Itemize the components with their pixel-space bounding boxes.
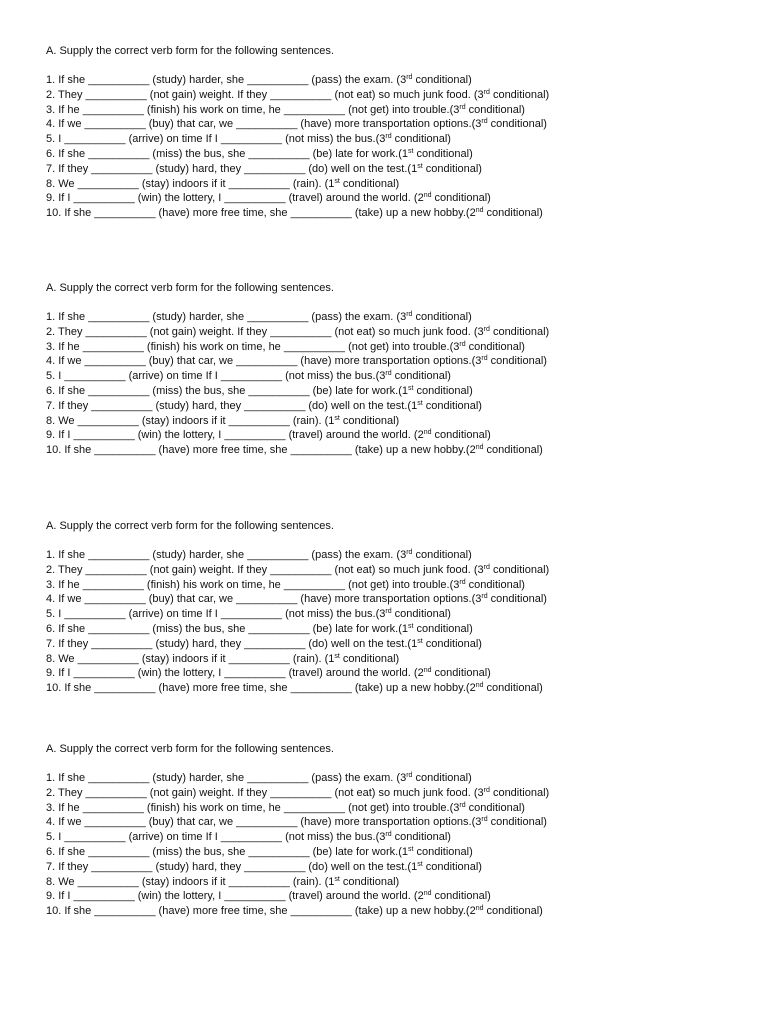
exercise-item-2: 2. They __________ (not gain) weight. If they __________ (not eat) so much junk food. (3rd conditional)	[46, 88, 550, 101]
exercise-items	[46, 73, 726, 221]
exercise-item-4: 4. If we __________ (buy) that car, we __________ (have) more transportation options.(3rd conditional)	[46, 355, 547, 368]
exercise-item-6: 6. If she __________ (miss) the bus, she __________ (be) late for work.(1st conditional)	[46, 622, 473, 635]
exercise-item-1: 1. If she __________ (study) harder, she __________ (pass) the exam. (3rd conditional)	[46, 549, 472, 561]
exercise-item-7: 7. If they __________ (study) hard, they __________ (do) well on the test.(1st conditional)	[46, 637, 482, 650]
exercise-item-3: 3. If he __________ (finish) his work on time, he __________ (not get) into trouble.(3rd conditional)	[46, 103, 525, 116]
exercise-item-4: 4. If we __________ (buy) that car, we __________ (have) more transportation options.(3rd conditional)	[46, 593, 547, 606]
exercise-item-3: 3. If he __________ (finish) his work on time, he __________ (not get) into trouble.(3rd conditional)	[46, 801, 525, 814]
exercise-item-10: 10. If she __________ (have) more free time, she __________ (take) up a new hobby.(2nd conditional)	[46, 207, 543, 220]
exercise-item-4: 4. If we __________ (buy) that car, we __________ (have) more transportation options.(3rd conditional)	[46, 118, 547, 131]
exercise-heading: A. Supply the correct verb form for the following sentences.	[46, 520, 334, 532]
exercise-heading: A. Supply the correct verb form for the following sentences.	[46, 282, 334, 294]
exercise-item-1: 1. If she __________ (study) harder, she __________ (pass) the exam. (3rd conditional)	[46, 311, 472, 323]
exercise-item-2: 2. They __________ (not gain) weight. If they __________ (not eat) so much junk food. (3rd conditional)	[46, 786, 550, 799]
exercise-item-8: 8. We __________ (stay) indoors if it __________ (rain). (1st conditional)	[46, 414, 400, 427]
exercise-item-2: 2. They __________ (not gain) weight. If they __________ (not eat) so much junk food. (3rd conditional)	[46, 563, 550, 576]
exercise-item-5: 5. I __________ (arrive) on time If I __________ (not miss) the bus.(3rd conditional)	[46, 370, 451, 383]
exercise-item-7: 7. If they __________ (study) hard, they __________ (do) well on the test.(1st conditional)	[46, 860, 482, 873]
exercise-section-1	[46, 44, 726, 221]
exercise-item-8: 8. We __________ (stay) indoors if it __________ (rain). (1st conditional)	[46, 177, 400, 190]
exercise-item-9: 9. If I __________ (win) the lottery, I __________ (travel) around the world. (2nd conditional)	[46, 890, 491, 903]
exercise-item-5: 5. I __________ (arrive) on time If I __________ (not miss) the bus.(3rd conditional)	[46, 608, 451, 621]
exercise-section-4	[46, 742, 726, 919]
exercise-item-5: 5. I __________ (arrive) on time If I __________ (not miss) the bus.(3rd conditional)	[46, 133, 451, 146]
exercise-item-1: 1. If she __________ (study) harder, she __________ (pass) the exam. (3rd conditional)	[46, 772, 472, 784]
exercise-item-2: 2. They __________ (not gain) weight. If they __________ (not eat) so much junk food. (3rd conditional)	[46, 325, 550, 338]
exercise-item-9: 9. If I __________ (win) the lottery, I __________ (travel) around the world. (2nd conditional)	[46, 429, 491, 442]
exercise-items	[46, 771, 726, 919]
exercise-section-2	[46, 281, 726, 458]
exercise-item-1: 1. If she __________ (study) harder, she __________ (pass) the exam. (3rd conditional)	[46, 74, 472, 86]
exercise-item-10: 10. If she __________ (have) more free time, she __________ (take) up a new hobby.(2nd conditional)	[46, 682, 543, 695]
exercise-item-6: 6. If she __________ (miss) the bus, she __________ (be) late for work.(1st conditional)	[46, 384, 473, 397]
exercise-item-3: 3. If he __________ (finish) his work on time, he __________ (not get) into trouble.(3rd conditional)	[46, 340, 525, 353]
exercise-item-7: 7. If they __________ (study) hard, they __________ (do) well on the test.(1st conditional)	[46, 162, 482, 175]
exercise-items	[46, 310, 726, 458]
exercise-item-9: 9. If I __________ (win) the lottery, I __________ (travel) around the world. (2nd conditional)	[46, 192, 491, 205]
exercise-item-6: 6. If she __________ (miss) the bus, she __________ (be) late for work.(1st conditional)	[46, 147, 473, 160]
exercise-item-4: 4. If we __________ (buy) that car, we __________ (have) more transportation options.(3rd conditional)	[46, 816, 547, 829]
exercise-heading: A. Supply the correct verb form for the following sentences.	[46, 743, 334, 755]
exercise-heading: A. Supply the correct verb form for the following sentences.	[46, 45, 334, 57]
exercise-item-7: 7. If they __________ (study) hard, they __________ (do) well on the test.(1st conditional)	[46, 399, 482, 412]
exercise-item-6: 6. If she __________ (miss) the bus, she __________ (be) late for work.(1st conditional)	[46, 845, 473, 858]
exercise-item-3: 3. If he __________ (finish) his work on time, he __________ (not get) into trouble.(3rd conditional)	[46, 578, 525, 591]
exercise-item-8: 8. We __________ (stay) indoors if it __________ (rain). (1st conditional)	[46, 875, 400, 888]
exercise-item-8: 8. We __________ (stay) indoors if it __________ (rain). (1st conditional)	[46, 652, 400, 665]
exercise-section-3	[46, 519, 726, 696]
exercise-item-10: 10. If she __________ (have) more free time, she __________ (take) up a new hobby.(2nd conditional)	[46, 444, 543, 457]
exercise-item-5: 5. I __________ (arrive) on time If I __________ (not miss) the bus.(3rd conditional)	[46, 831, 451, 844]
exercise-item-9: 9. If I __________ (win) the lottery, I __________ (travel) around the world. (2nd conditional)	[46, 667, 491, 680]
exercise-items	[46, 548, 726, 696]
exercise-item-10: 10. If she __________ (have) more free time, she __________ (take) up a new hobby.(2nd conditional)	[46, 905, 543, 918]
